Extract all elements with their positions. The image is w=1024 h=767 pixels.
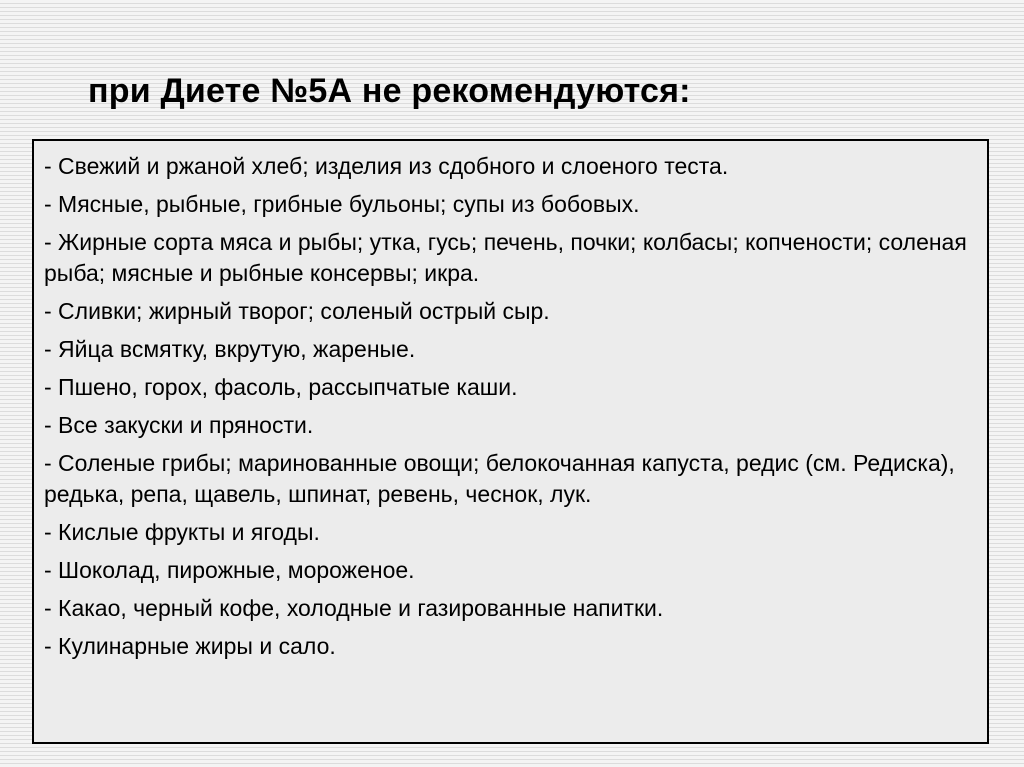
not-recommended-list	[34, 141, 987, 662]
list-item: - Соленые грибы; маринованные овощи; белокочанная капуста, редис (см. Редиска), редька, репа, щавель, шпинат, ревень, чеснок, лук.	[44, 450, 955, 507]
slide-title: при Диете №5А не рекомендуются:	[88, 72, 691, 110]
list-item: - Свежий и ржаной хлеб; изделия из сдобного и слоеного теста.	[44, 153, 729, 179]
list-item: - Шоколад, пирожные, мороженое.	[44, 557, 415, 583]
list-item: - Яйца всмятку, вкрутую, жареные.	[44, 336, 416, 362]
list-item: - Кулинарные жиры и сало.	[44, 633, 336, 659]
list-item: - Жирные сорта мяса и рыбы; утка, гусь; печень, почки; колбасы; копчености; соленая рыба; мясные и рыбные консервы; икра.	[44, 229, 967, 286]
list-item: - Кислые фрукты и ягоды.	[44, 519, 320, 545]
list-item: - Мясные, рыбные, грибные бульоны; супы из бобовых.	[44, 191, 640, 217]
list-item: - Все закуски и пряности.	[44, 412, 314, 438]
content-box	[32, 139, 989, 744]
list-item: - Пшено, горох, фасоль, рассыпчатые каши.	[44, 374, 518, 400]
list-item: - Сливки; жирный творог; соленый острый сыр.	[44, 298, 550, 324]
list-item: - Какао, черный кофе, холодные и газированные напитки.	[44, 595, 664, 621]
